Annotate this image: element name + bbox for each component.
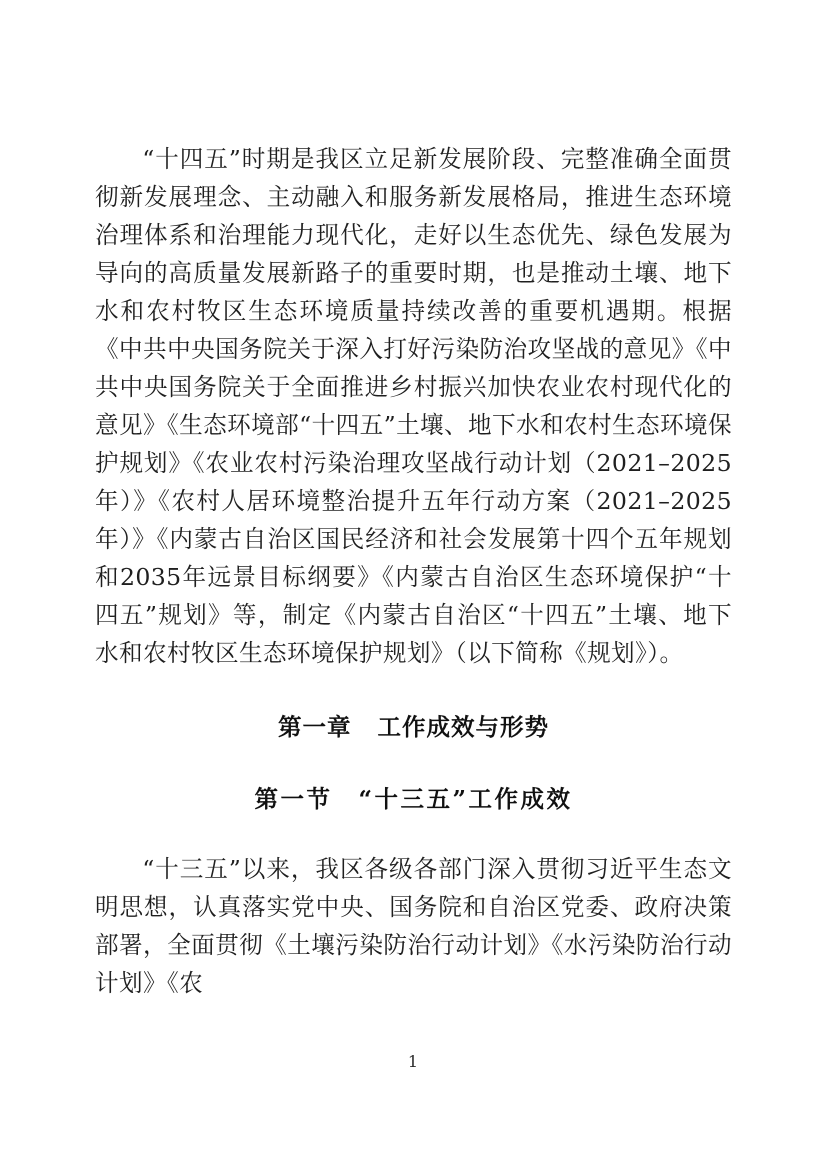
body-paragraph-2: “十三五”以来，我区各级各部门深入贯彻习近平生态文明思想，认真落实党中央、国务院和自治区党委、政府决策部署，全面贯彻《土壤污染防治行动计划》《水污染防治行动计划》《农 — [95, 855, 732, 997]
spacer-after-section-heading — [95, 818, 732, 850]
section-heading — [95, 780, 732, 818]
document-content — [95, 140, 732, 1002]
chapter-heading — [95, 708, 732, 746]
spacer-before-chapter-heading — [95, 672, 732, 708]
section-heading-title: “十三五”工作成效 — [358, 785, 573, 813]
page-number: 1 — [407, 1052, 419, 1071]
chapter-heading-number: 第一章 — [278, 713, 352, 741]
body-paragraph-1: “十四五”时期是我区立足新发展阶段、完整准确全面贯彻新发展理念、主动融入和服务新发展格局，推进生态环境治理体系和治理能力现代化，走好以生态优先、绿色发展为导向的高质量发展新路子的重要时期，也是推动土壤、地下水和农村牧区生态环境质量持续改善的重要机遇期。根据《中共中央国务院关于深入打好污染防治攻坚战的意见》《中共中央国务院关于全面推进乡村振兴加快农业农村现代化的意见》《生态环境部“十四五”土壤、地下水和农村生态环境保护规划》《农业农村污染治理攻坚战行动计划（2021–2025年）》《农村人居环境整治提升五年行动方案（2021–2025年）》《内蒙古自治区国民经济和社会发展第十四个五年规划和2035年远景目标纲要》《内蒙古自治区生态环境保护“十四五”规划》等，制定《内蒙古自治区“十四五”土壤、地下水和农村牧区生态环境保护规划》（以下简称《规划》）。 — [95, 145, 732, 667]
chapter-heading-title: 工作成效与形势 — [377, 713, 549, 741]
section-heading-number: 第一节 — [254, 785, 333, 813]
spacer-after-chapter-heading — [95, 746, 732, 780]
